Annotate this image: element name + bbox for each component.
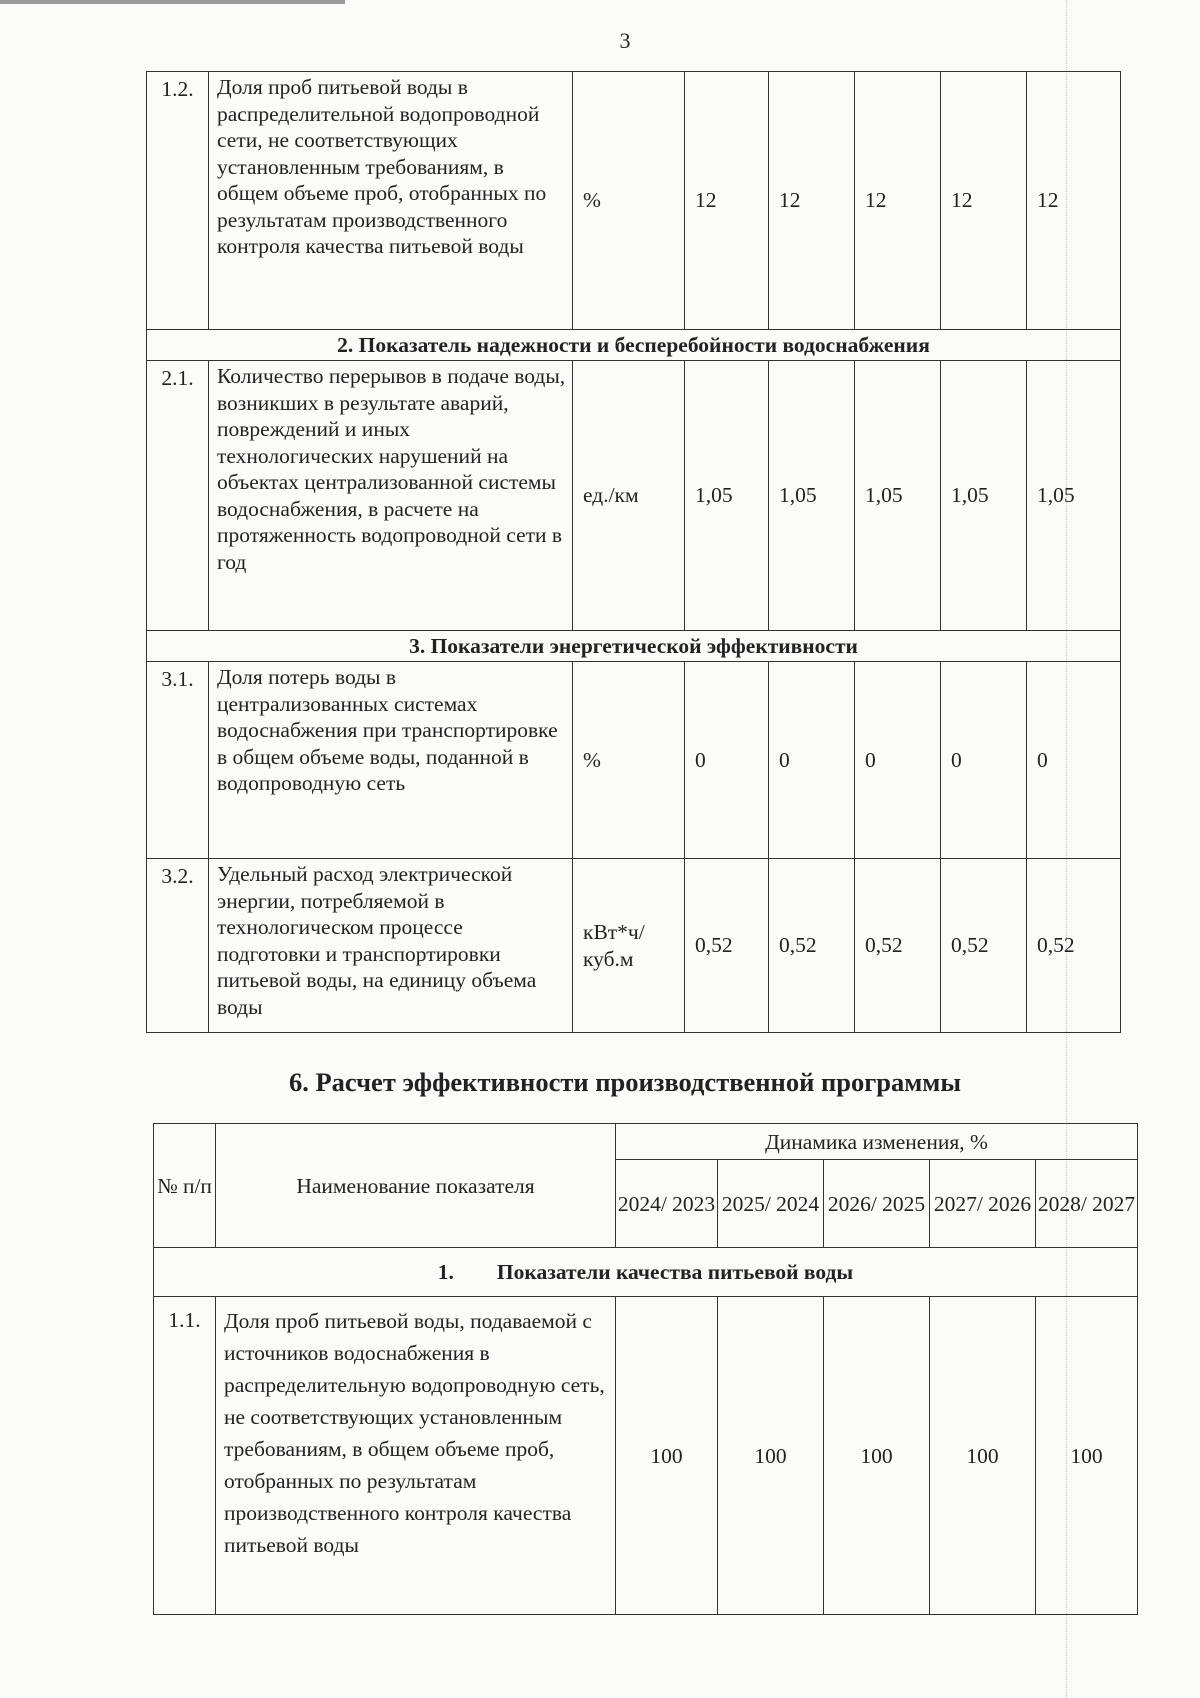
table-row [147,361,1121,631]
indicator-name: Доля проб питьевой воды, подаваемой с источников водоснабжения в распределительную водопроводную сеть, не соответствующих установленным требованиям, в общем объеме проб, отобранных по результатам производственного контроля качества питьевой воды [216,1297,616,1615]
value-cell: 1,05 [685,361,769,631]
section-title: 3. Показатели энергетической эффективности [147,631,1121,662]
page-number: 3 [619,28,631,53]
section-6-heading: 6. Расчет эффективности производственной программы [288,1067,962,1097]
table-row [147,859,1121,1033]
unit-cell: кВт*ч/ куб.м [573,859,685,1033]
value-cell: 0 [855,662,941,859]
indicator-name: Удельный расход электрической энергии, потребляемой в технологическом процессе подготовки и транспортировки питьевой воды, на единицу объема воды [209,859,573,1033]
value-cell: 0,52 [769,859,855,1033]
value-cell: 1,05 [855,361,941,631]
value-cell: 1,05 [1027,361,1121,631]
col-header-year: 2025/ 2024 [718,1160,824,1248]
section-title: 1. Показатели качества питьевой воды [154,1248,1138,1297]
value-cell: 0 [1027,662,1121,859]
col-header-year: 2024/ 2023 [616,1160,718,1248]
row-number: 3.1. [147,662,209,859]
value-cell: 0 [941,662,1027,859]
value-cell: 12 [941,72,1027,330]
scan-edge [0,0,345,4]
value-cell: 12 [769,72,855,330]
table-row [147,662,1121,859]
unit-cell: % [573,662,685,859]
col-header-name: Наименование показателя [216,1124,616,1248]
table-row [154,1297,1138,1615]
section-row [147,330,1121,361]
value-cell: 100 [718,1297,824,1615]
col-header-dynamics: Динамика изменения, % [616,1124,1138,1160]
col-header-number: № п/п [154,1124,216,1248]
row-number: 3.2. [147,859,209,1033]
value-cell: 1,05 [769,361,855,631]
value-cell: 100 [930,1297,1036,1615]
value-cell: 12 [855,72,941,330]
table-row [147,72,1121,330]
value-cell: 0 [769,662,855,859]
row-number: 2.1. [147,361,209,631]
value-cell: 12 [1027,72,1121,330]
value-cell: 0,52 [941,859,1027,1033]
value-cell: 12 [685,72,769,330]
indicator-name: Доля потерь воды в централизованных системах водоснабжения при транспортировке в общем объеме воды, поданной в водопроводную сеть [209,662,573,859]
col-header-year: 2028/ 2027 [1036,1160,1138,1248]
indicator-name: Количество перерывов в подаче воды, возникших в результате аварий, повреждений и иных технологических нарушений на объектах централизованной системы водоснабжения, в расчете на протяженность водопроводной сети в год [209,361,573,631]
section-title: 2. Показатель надежности и бесперебойности водоснабжения [147,330,1121,361]
value-cell: 0 [685,662,769,859]
indicator-name: Доля проб питьевой воды в распределительной водопроводной сети, не соответствующих установленным требованиям, в общем объеме проб, отобранных по результатам производственного контроля качества питьевой воды [209,72,573,330]
value-cell: 100 [616,1297,718,1615]
value-cell: 0,52 [685,859,769,1033]
row-number: 1.2. [147,72,209,330]
col-header-year: 2027/ 2026 [930,1160,1036,1248]
value-cell: 1,05 [941,361,1027,631]
header-row [154,1124,1138,1160]
unit-cell: ед./км [573,361,685,631]
efficiency-table [153,1123,1138,1615]
col-header-year: 2026/ 2025 [824,1160,930,1248]
value-cell: 0,52 [855,859,941,1033]
section-row [154,1248,1138,1297]
value-cell: 100 [1036,1297,1138,1615]
value-cell: 0,52 [1027,859,1121,1033]
row-number: 1.1. [154,1297,216,1615]
unit-cell: % [573,72,685,330]
section-row [147,631,1121,662]
indicators-table [146,71,1121,1033]
value-cell: 100 [824,1297,930,1615]
